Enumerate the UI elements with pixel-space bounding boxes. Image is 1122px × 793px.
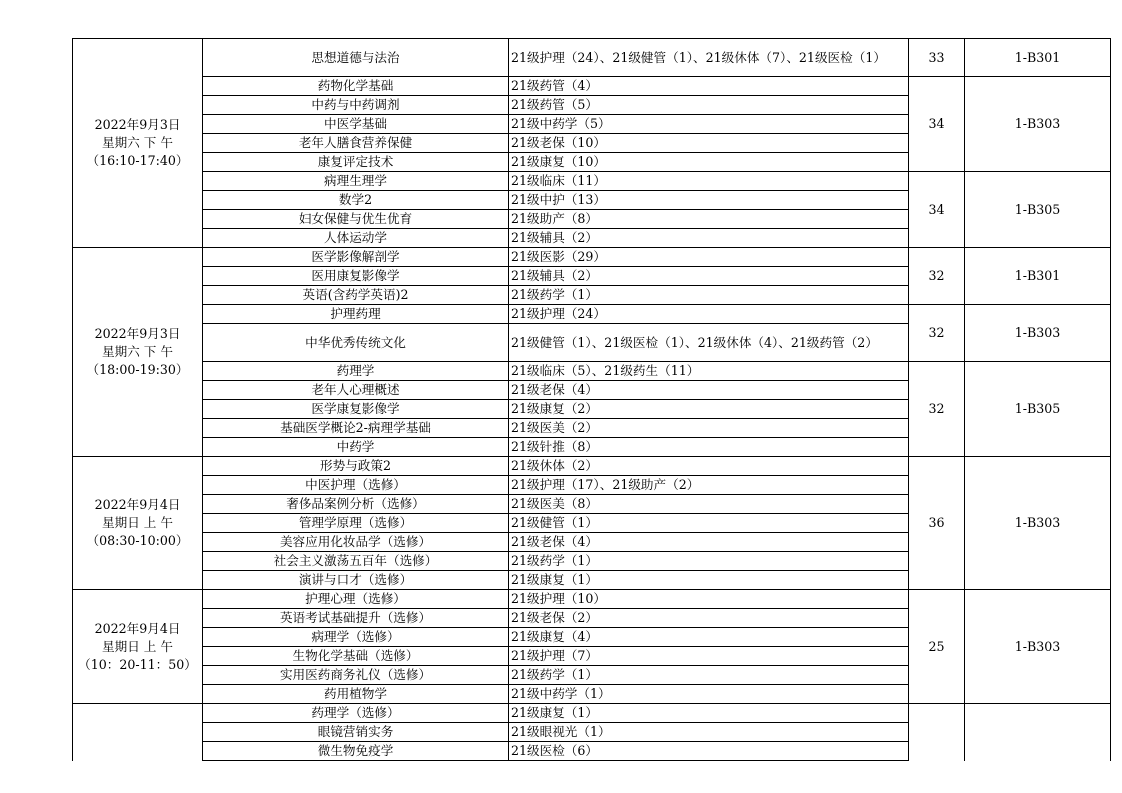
session-date: 2022年9月3日: [94, 117, 181, 132]
class-list: 21级护理（7）: [509, 647, 909, 666]
session-weekday: 星期日 上 午: [102, 515, 173, 530]
exam-session-cell: [73, 590, 203, 704]
exam-session-cell: [73, 704, 203, 761]
exam-room: [965, 704, 1111, 761]
course-name: 演讲与口才（选修）: [203, 571, 509, 590]
class-list: 21级临床（5）、21级药生（11）: [509, 362, 909, 381]
class-list: 21级中药学（1）: [509, 685, 909, 704]
course-name: 思想道德与法治: [203, 39, 509, 77]
class-list: 21级健管（1）: [509, 514, 909, 533]
course-name: 药理学（选修）: [203, 704, 509, 723]
class-list: 21级护理（17）、21级助产（2）: [509, 476, 909, 495]
student-count: 32: [909, 362, 965, 457]
student-count: 32: [909, 248, 965, 305]
exam-schedule-table: [72, 38, 1111, 761]
course-name: 生物化学基础（选修）: [203, 647, 509, 666]
exam-room: 1-B303: [965, 457, 1111, 590]
class-list: 21级康复（1）: [509, 704, 909, 723]
class-list: 21级药管（4）: [509, 77, 909, 96]
course-name: 中华优秀传统文化: [203, 324, 509, 362]
exam-room: 1-B301: [965, 39, 1111, 77]
class-list: 21级助产（8）: [509, 210, 909, 229]
class-list: 21级药学（1）: [509, 666, 909, 685]
table-row: [73, 362, 1111, 381]
exam-schedule-body: [73, 39, 1111, 761]
session-time: （10：20-11：50）: [78, 656, 197, 672]
course-name: 形势与政策2: [203, 457, 509, 476]
session-weekday: 星期日 上 午: [102, 638, 173, 654]
session-date: 2022年9月4日: [94, 497, 181, 512]
class-list: 21级老保（2）: [509, 609, 909, 628]
session-time: （16:10-17:40）: [86, 153, 189, 168]
exam-room: 1-B301: [965, 248, 1111, 305]
course-name: 老年人心理概述: [203, 381, 509, 400]
student-count: 36: [909, 457, 965, 590]
class-list: 21级医美（2）: [509, 419, 909, 438]
course-name: 妇女保健与优生优育: [203, 210, 509, 229]
class-list: 21级中护（13）: [509, 191, 909, 210]
class-list: 21级中药学（5）: [509, 115, 909, 134]
student-count: 33: [909, 39, 965, 77]
course-name: 医用康复影像学: [203, 267, 509, 286]
exam-room: 1-B303: [965, 305, 1111, 362]
class-list: 21级医美（8）: [509, 495, 909, 514]
course-name: 医学影像解剖学: [203, 248, 509, 267]
class-list: 21级针推（8）: [509, 438, 909, 457]
class-list: 21级药学（1）: [509, 552, 909, 571]
table-row: [73, 39, 1111, 77]
table-row: [73, 704, 1111, 723]
student-count: 25: [909, 590, 965, 704]
class-list: 21级眼视光（1）: [509, 723, 909, 742]
course-name: 中药学: [203, 438, 509, 457]
class-list: 21级护理（10）: [509, 590, 909, 609]
table-row: [73, 457, 1111, 476]
course-name: 康复评定技术: [203, 153, 509, 172]
course-name: 基础医学概论2-病理学基础: [203, 419, 509, 438]
exam-room: 1-B305: [965, 172, 1111, 248]
course-name: 医学康复影像学: [203, 400, 509, 419]
class-list: 21级老保（4）: [509, 533, 909, 552]
course-name: 护理药理: [203, 305, 509, 324]
class-list: 21级康复（4）: [509, 628, 909, 647]
class-list: 21级临床（11）: [509, 172, 909, 191]
session-weekday: 星期六 下 午: [102, 135, 173, 150]
class-list: 21级护理（24）、21级健管（1）、21级休体（7）、21级医检（1）: [509, 39, 909, 77]
class-list: 21级医影（29）: [509, 248, 909, 267]
exam-room: 1-B305: [965, 362, 1111, 457]
class-list: 21级药管（5）: [509, 96, 909, 115]
exam-room: 1-B303: [965, 77, 1111, 172]
table-row: [73, 305, 1111, 324]
course-name: 美容应用化妆品学（选修）: [203, 533, 509, 552]
session-time: （08:30-10:00）: [86, 533, 189, 548]
class-list: 21级康复（10）: [509, 153, 909, 172]
class-list: 21级护理（24）: [509, 305, 909, 324]
table-row: [73, 172, 1111, 191]
session-time: （18:00-19:30）: [86, 362, 189, 377]
exam-session-cell: [73, 248, 203, 457]
class-list: 21级康复（1）: [509, 571, 909, 590]
course-name: 英语考试基础提升（选修）: [203, 609, 509, 628]
student-count: 34: [909, 77, 965, 172]
class-list: 21级康复（2）: [509, 400, 909, 419]
class-list: 21级休体（2）: [509, 457, 909, 476]
course-name: 眼镜营销实务: [203, 723, 509, 742]
table-row: [73, 248, 1111, 267]
course-name: 药用植物学: [203, 685, 509, 704]
course-name: 药理学: [203, 362, 509, 381]
class-list: 21级老保（10）: [509, 134, 909, 153]
session-date: 2022年9月3日: [94, 326, 181, 341]
course-name: 病理生理学: [203, 172, 509, 191]
class-list: 21级老保（4）: [509, 381, 909, 400]
course-name: 护理心理（选修）: [203, 590, 509, 609]
class-list: 21级医检（6）: [509, 742, 909, 761]
course-name: 微生物免疫学: [203, 742, 509, 761]
student-count: 34: [909, 172, 965, 248]
table-row: [73, 590, 1111, 609]
class-list: 21级健管（1）、21级医检（1）、21级休体（4）、21级药管（2）: [509, 324, 909, 362]
course-name: 中医学基础: [203, 115, 509, 134]
exam-session-cell: [73, 457, 203, 590]
student-count: 32: [909, 305, 965, 362]
student-count: [909, 704, 965, 761]
exam-session-cell: [73, 39, 203, 248]
course-name: 英语(含药学英语)2: [203, 286, 509, 305]
course-name: 中医护理（选修）: [203, 476, 509, 495]
course-name: 人体运动学: [203, 229, 509, 248]
course-name: 老年人膳食营养保健: [203, 134, 509, 153]
class-list: 21级药学（1）: [509, 286, 909, 305]
course-name: 实用医药商务礼仪（选修）: [203, 666, 509, 685]
course-name: 数学2: [203, 191, 509, 210]
session-weekday: 星期六 下 午: [102, 344, 173, 359]
course-name: 社会主义激荡五百年（选修）: [203, 552, 509, 571]
table-row: [73, 77, 1111, 96]
course-name: 病理学（选修）: [203, 628, 509, 647]
course-name: 管理学原理（选修）: [203, 514, 509, 533]
class-list: 21级辅具（2）: [509, 267, 909, 286]
session-date: 2022年9月4日: [94, 620, 181, 636]
course-name: 奢侈品案例分析（选修）: [203, 495, 509, 514]
class-list: 21级辅具（2）: [509, 229, 909, 248]
course-name: 中药与中药调剂: [203, 96, 509, 115]
exam-room: 1-B303: [965, 590, 1111, 704]
course-name: 药物化学基础: [203, 77, 509, 96]
